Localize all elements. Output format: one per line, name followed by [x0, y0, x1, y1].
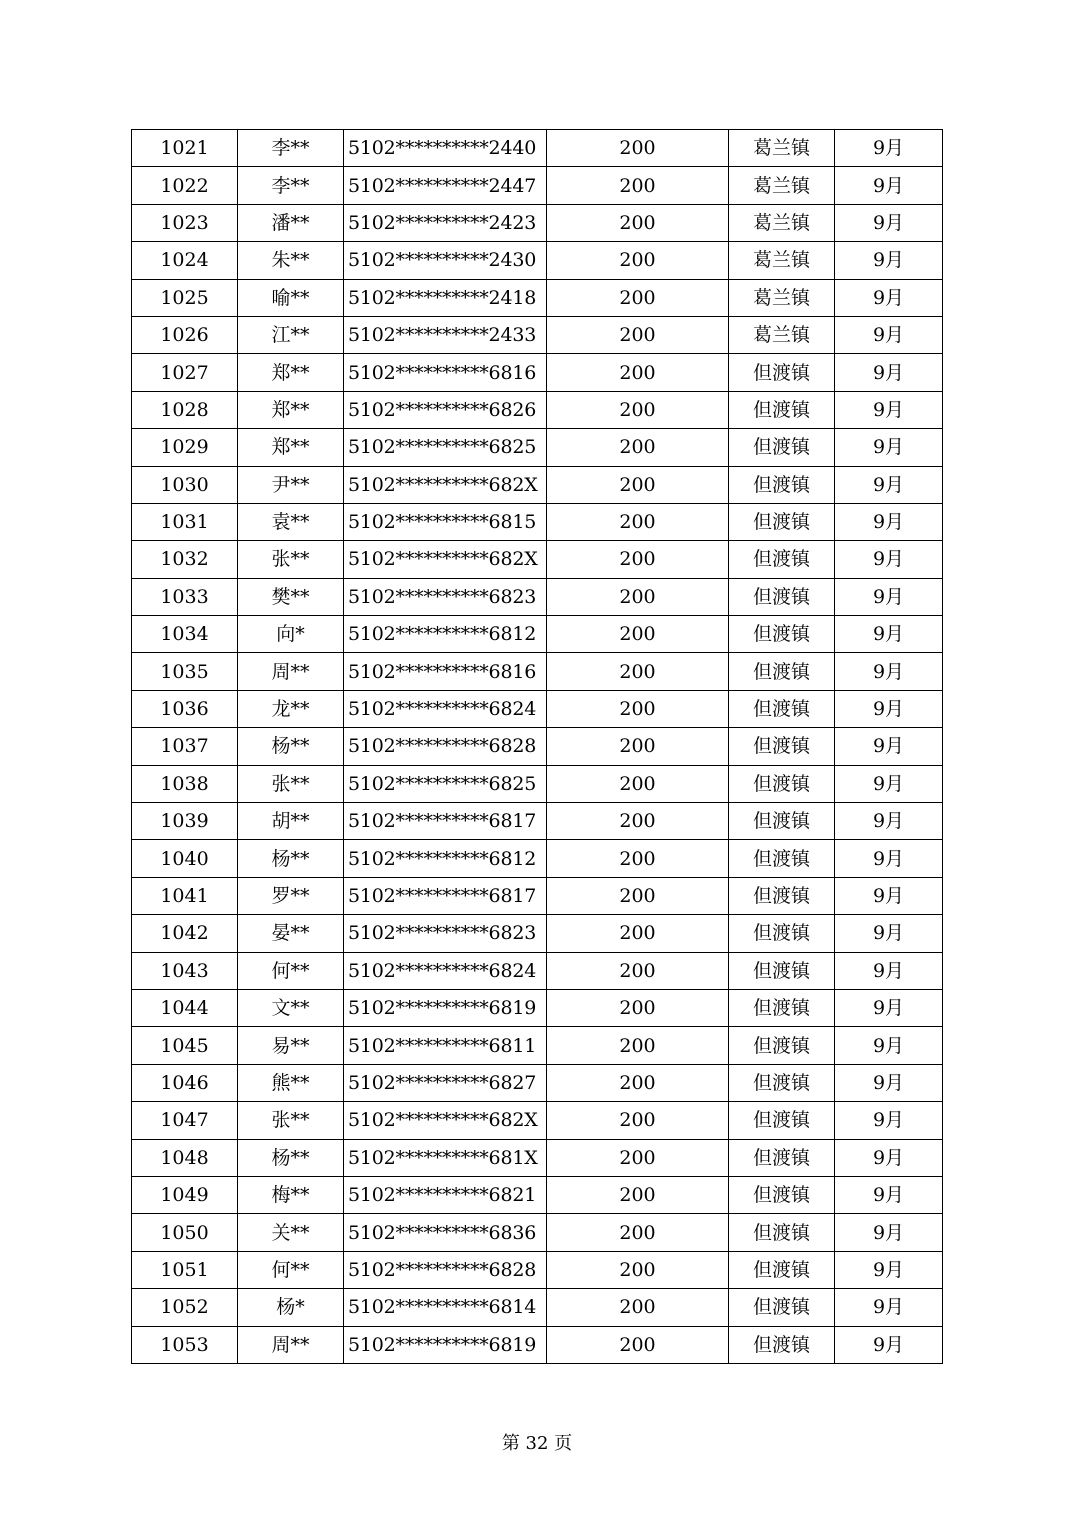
cell-number: 1023: [132, 204, 238, 241]
table-row: [132, 1102, 943, 1139]
cell-name: 郑**: [238, 429, 344, 466]
cell-month: 9月: [835, 1064, 943, 1101]
cell-town: 但渡镇: [729, 653, 835, 690]
cell-amount: 200: [547, 167, 729, 204]
cell-name: 周**: [238, 1326, 344, 1363]
cell-number: 1041: [132, 877, 238, 914]
cell-name: 龙**: [238, 690, 344, 727]
cell-id-number: 5102**********6816: [344, 653, 547, 690]
cell-amount: 200: [547, 1251, 729, 1288]
cell-amount: 200: [547, 690, 729, 727]
table-row: [132, 1214, 943, 1251]
cell-number: 1024: [132, 242, 238, 279]
cell-amount: 200: [547, 1176, 729, 1213]
cell-number: 1035: [132, 653, 238, 690]
cell-number: 1030: [132, 466, 238, 503]
cell-name: 熊**: [238, 1064, 344, 1101]
cell-month: 9月: [835, 1289, 943, 1326]
cell-name: 易**: [238, 1027, 344, 1064]
cell-town: 但渡镇: [729, 765, 835, 802]
cell-town: 但渡镇: [729, 989, 835, 1026]
cell-name: 罗**: [238, 877, 344, 914]
cell-number: 1042: [132, 915, 238, 952]
table-row: [132, 1064, 943, 1101]
cell-month: 9月: [835, 541, 943, 578]
cell-name: 何**: [238, 1251, 344, 1288]
cell-number: 1022: [132, 167, 238, 204]
cell-number: 1033: [132, 578, 238, 615]
cell-town: 但渡镇: [729, 840, 835, 877]
cell-name: 向*: [238, 616, 344, 653]
table-row: [132, 578, 943, 615]
cell-month: 9月: [835, 840, 943, 877]
cell-month: 9月: [835, 167, 943, 204]
cell-month: 9月: [835, 952, 943, 989]
cell-amount: 200: [547, 316, 729, 353]
cell-town: 葛兰镇: [729, 204, 835, 241]
cell-town: 葛兰镇: [729, 316, 835, 353]
cell-number: 1025: [132, 279, 238, 316]
cell-name: 张**: [238, 541, 344, 578]
cell-id-number: 5102**********6819: [344, 989, 547, 1026]
cell-month: 9月: [835, 1176, 943, 1213]
cell-amount: 200: [547, 653, 729, 690]
cell-amount: 200: [547, 803, 729, 840]
cell-month: 9月: [835, 1102, 943, 1139]
cell-id-number: 5102**********6825: [344, 429, 547, 466]
cell-number: 1043: [132, 952, 238, 989]
cell-month: 9月: [835, 616, 943, 653]
cell-town: 但渡镇: [729, 466, 835, 503]
cell-month: 9月: [835, 1027, 943, 1064]
table-row: [132, 1289, 943, 1326]
table-body: [132, 130, 943, 1364]
cell-number: 1028: [132, 391, 238, 428]
cell-month: 9月: [835, 130, 943, 167]
cell-month: 9月: [835, 391, 943, 428]
cell-id-number: 5102**********6825: [344, 765, 547, 802]
cell-month: 9月: [835, 242, 943, 279]
cell-name: 郑**: [238, 354, 344, 391]
cell-id-number: 5102**********6823: [344, 578, 547, 615]
cell-amount: 200: [547, 130, 729, 167]
table-row: [132, 653, 943, 690]
cell-name: 胡**: [238, 803, 344, 840]
table-row: [132, 989, 943, 1026]
table-row: [132, 354, 943, 391]
cell-name: 潘**: [238, 204, 344, 241]
cell-name: 周**: [238, 653, 344, 690]
cell-town: 但渡镇: [729, 915, 835, 952]
table-row: [132, 952, 943, 989]
cell-id-number: 5102**********6817: [344, 877, 547, 914]
data-table: [131, 129, 943, 1364]
table-row: [132, 204, 943, 241]
cell-number: 1036: [132, 690, 238, 727]
cell-id-number: 5102**********6821: [344, 1176, 547, 1213]
cell-number: 1053: [132, 1326, 238, 1363]
table-row: [132, 316, 943, 353]
cell-amount: 200: [547, 1214, 729, 1251]
cell-month: 9月: [835, 1139, 943, 1176]
table-row: [132, 1251, 943, 1288]
cell-town: 但渡镇: [729, 1214, 835, 1251]
cell-month: 9月: [835, 578, 943, 615]
cell-town: 但渡镇: [729, 578, 835, 615]
cell-month: 9月: [835, 728, 943, 765]
cell-number: 1037: [132, 728, 238, 765]
cell-amount: 200: [547, 204, 729, 241]
table-row: [132, 1027, 943, 1064]
cell-town: 葛兰镇: [729, 167, 835, 204]
cell-name: 樊**: [238, 578, 344, 615]
cell-id-number: 5102**********6812: [344, 840, 547, 877]
cell-town: 但渡镇: [729, 1102, 835, 1139]
cell-amount: 200: [547, 840, 729, 877]
table-row: [132, 840, 943, 877]
cell-amount: 200: [547, 952, 729, 989]
table-row: [132, 167, 943, 204]
cell-month: 9月: [835, 915, 943, 952]
cell-town: 但渡镇: [729, 690, 835, 727]
table-row: [132, 279, 943, 316]
cell-name: 关**: [238, 1214, 344, 1251]
cell-month: 9月: [835, 316, 943, 353]
cell-number: 1038: [132, 765, 238, 802]
table-row: [132, 466, 943, 503]
cell-number: 1026: [132, 316, 238, 353]
cell-town: 葛兰镇: [729, 130, 835, 167]
cell-id-number: 5102**********6815: [344, 503, 547, 540]
cell-town: 但渡镇: [729, 1064, 835, 1101]
cell-month: 9月: [835, 279, 943, 316]
cell-amount: 200: [547, 391, 729, 428]
cell-number: 1044: [132, 989, 238, 1026]
cell-town: 但渡镇: [729, 1326, 835, 1363]
cell-town: 但渡镇: [729, 391, 835, 428]
table-row: [132, 391, 943, 428]
cell-id-number: 5102**********6819: [344, 1326, 547, 1363]
cell-town: 但渡镇: [729, 1289, 835, 1326]
table-row: [132, 915, 943, 952]
table-row: [132, 877, 943, 914]
table-row: [132, 503, 943, 540]
table-row: [132, 541, 943, 578]
cell-name: 何**: [238, 952, 344, 989]
cell-id-number: 5102**********2433: [344, 316, 547, 353]
cell-amount: 200: [547, 578, 729, 615]
cell-id-number: 5102**********682X: [344, 541, 547, 578]
table-row: [132, 616, 943, 653]
cell-amount: 200: [547, 354, 729, 391]
cell-id-number: 5102**********6812: [344, 616, 547, 653]
table-row: [132, 803, 943, 840]
cell-town: 葛兰镇: [729, 242, 835, 279]
cell-number: 1032: [132, 541, 238, 578]
cell-month: 9月: [835, 1326, 943, 1363]
cell-month: 9月: [835, 354, 943, 391]
cell-id-number: 5102**********6824: [344, 690, 547, 727]
cell-amount: 200: [547, 429, 729, 466]
cell-number: 1039: [132, 803, 238, 840]
cell-month: 9月: [835, 989, 943, 1026]
cell-month: 9月: [835, 1214, 943, 1251]
cell-id-number: 5102**********6817: [344, 803, 547, 840]
cell-number: 1046: [132, 1064, 238, 1101]
table-row: [132, 1176, 943, 1213]
cell-id-number: 5102**********6823: [344, 915, 547, 952]
cell-number: 1034: [132, 616, 238, 653]
cell-town: 但渡镇: [729, 728, 835, 765]
cell-number: 1027: [132, 354, 238, 391]
cell-amount: 200: [547, 1289, 729, 1326]
table-row: [132, 728, 943, 765]
cell-name: 晏**: [238, 915, 344, 952]
cell-name: 梅**: [238, 1176, 344, 1213]
cell-id-number: 5102**********6826: [344, 391, 547, 428]
cell-number: 1048: [132, 1139, 238, 1176]
cell-amount: 200: [547, 541, 729, 578]
cell-id-number: 5102**********2447: [344, 167, 547, 204]
cell-town: 但渡镇: [729, 354, 835, 391]
cell-name: 朱**: [238, 242, 344, 279]
cell-name: 文**: [238, 989, 344, 1026]
cell-number: 1031: [132, 503, 238, 540]
cell-name: 喻**: [238, 279, 344, 316]
cell-number: 1050: [132, 1214, 238, 1251]
cell-name: 尹**: [238, 466, 344, 503]
cell-month: 9月: [835, 429, 943, 466]
cell-town: 但渡镇: [729, 429, 835, 466]
cell-month: 9月: [835, 503, 943, 540]
cell-month: 9月: [835, 204, 943, 241]
cell-name: 杨**: [238, 840, 344, 877]
cell-id-number: 5102**********6836: [344, 1214, 547, 1251]
cell-amount: 200: [547, 989, 729, 1026]
cell-amount: 200: [547, 616, 729, 653]
cell-id-number: 5102**********6827: [344, 1064, 547, 1101]
table-row: [132, 1326, 943, 1363]
cell-number: 1045: [132, 1027, 238, 1064]
cell-name: 杨*: [238, 1289, 344, 1326]
cell-id-number: 5102**********6814: [344, 1289, 547, 1326]
cell-month: 9月: [835, 765, 943, 802]
cell-amount: 200: [547, 1064, 729, 1101]
table-row: [132, 765, 943, 802]
table-row: [132, 242, 943, 279]
cell-month: 9月: [835, 803, 943, 840]
cell-month: 9月: [835, 1251, 943, 1288]
table-row: [132, 690, 943, 727]
cell-number: 1029: [132, 429, 238, 466]
table-row: [132, 1139, 943, 1176]
cell-town: 但渡镇: [729, 1027, 835, 1064]
cell-amount: 200: [547, 728, 729, 765]
cell-number: 1021: [132, 130, 238, 167]
cell-name: 张**: [238, 1102, 344, 1139]
cell-month: 9月: [835, 690, 943, 727]
cell-month: 9月: [835, 653, 943, 690]
cell-number: 1040: [132, 840, 238, 877]
cell-id-number: 5102**********681X: [344, 1139, 547, 1176]
cell-id-number: 5102**********6824: [344, 952, 547, 989]
cell-name: 袁**: [238, 503, 344, 540]
cell-amount: 200: [547, 466, 729, 503]
cell-amount: 200: [547, 242, 729, 279]
cell-id-number: 5102**********2423: [344, 204, 547, 241]
cell-id-number: 5102**********2418: [344, 279, 547, 316]
table-row: [132, 429, 943, 466]
cell-number: 1047: [132, 1102, 238, 1139]
cell-name: 杨**: [238, 1139, 344, 1176]
cell-id-number: 5102**********6828: [344, 1251, 547, 1288]
cell-town: 但渡镇: [729, 877, 835, 914]
cell-id-number: 5102**********2440: [344, 130, 547, 167]
cell-name: 李**: [238, 167, 344, 204]
cell-amount: 200: [547, 765, 729, 802]
cell-name: 郑**: [238, 391, 344, 428]
cell-id-number: 5102**********6828: [344, 728, 547, 765]
cell-id-number: 5102**********6816: [344, 354, 547, 391]
cell-name: 江**: [238, 316, 344, 353]
page-number: 第 32 页: [501, 1433, 573, 1454]
cell-id-number: 5102**********682X: [344, 466, 547, 503]
cell-town: 但渡镇: [729, 803, 835, 840]
cell-amount: 200: [547, 279, 729, 316]
cell-amount: 200: [547, 877, 729, 914]
cell-town: 但渡镇: [729, 1139, 835, 1176]
cell-id-number: 5102**********6811: [344, 1027, 547, 1064]
cell-month: 9月: [835, 877, 943, 914]
cell-town: 葛兰镇: [729, 279, 835, 316]
cell-town: 但渡镇: [729, 1176, 835, 1213]
cell-amount: 200: [547, 1027, 729, 1064]
cell-id-number: 5102**********2430: [344, 242, 547, 279]
cell-town: 但渡镇: [729, 952, 835, 989]
cell-name: 张**: [238, 765, 344, 802]
cell-number: 1049: [132, 1176, 238, 1213]
cell-amount: 200: [547, 1326, 729, 1363]
cell-town: 但渡镇: [729, 541, 835, 578]
cell-amount: 200: [547, 1102, 729, 1139]
cell-id-number: 5102**********682X: [344, 1102, 547, 1139]
cell-amount: 200: [547, 915, 729, 952]
cell-name: 李**: [238, 130, 344, 167]
cell-town: 但渡镇: [729, 503, 835, 540]
cell-amount: 200: [547, 503, 729, 540]
cell-town: 但渡镇: [729, 616, 835, 653]
cell-town: 但渡镇: [729, 1251, 835, 1288]
cell-number: 1052: [132, 1289, 238, 1326]
cell-amount: 200: [547, 1139, 729, 1176]
cell-month: 9月: [835, 466, 943, 503]
cell-number: 1051: [132, 1251, 238, 1288]
cell-name: 杨**: [238, 728, 344, 765]
table-row: [132, 130, 943, 167]
